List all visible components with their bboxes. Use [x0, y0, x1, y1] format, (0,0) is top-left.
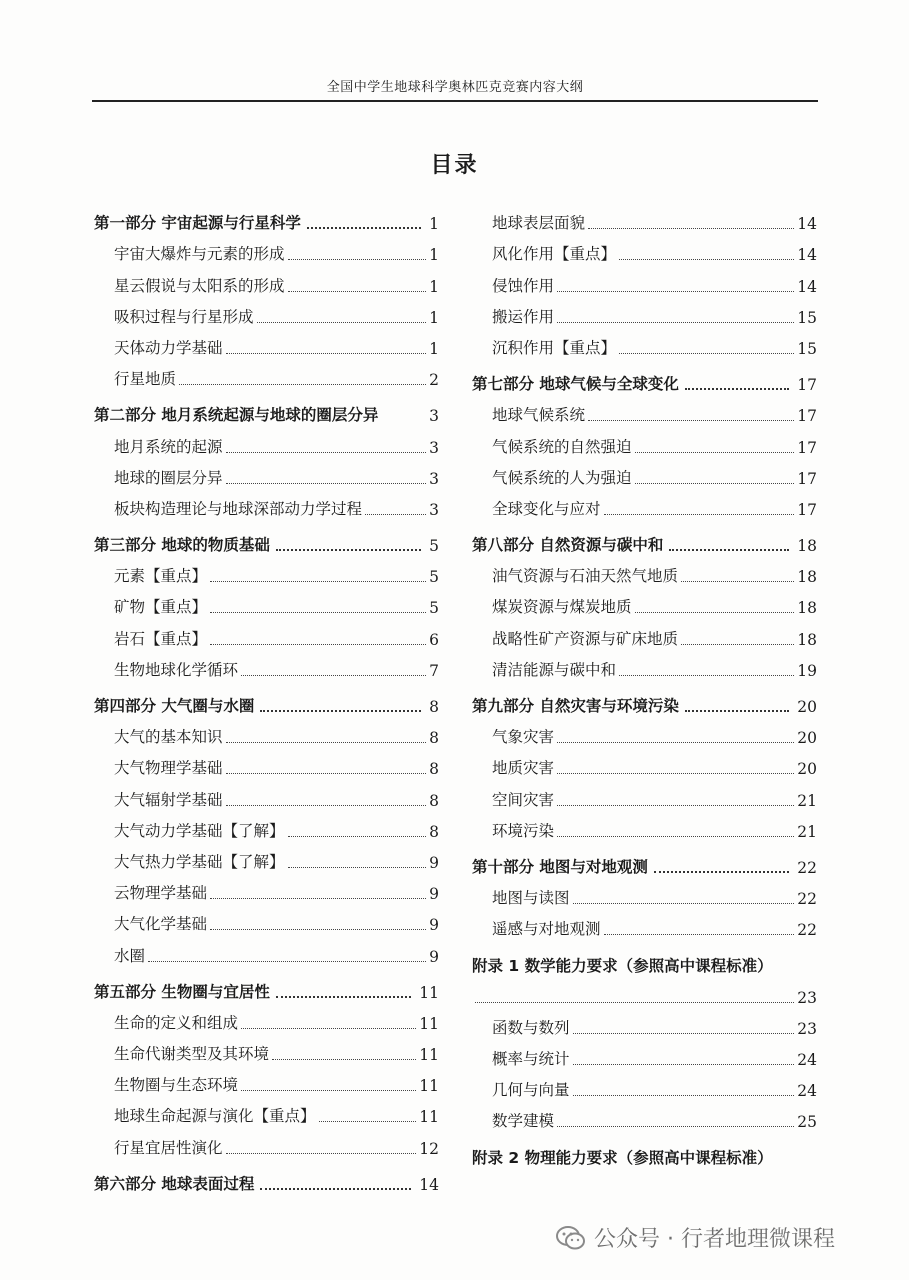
- toc-page-number: 22: [797, 858, 817, 877]
- toc-page-number: 23: [797, 1019, 817, 1038]
- toc-entry-label: 大气的基本知识: [114, 728, 223, 747]
- dot-leader: [241, 1089, 416, 1091]
- toc-entry-label: 大气化学基础: [114, 915, 208, 934]
- toc-page-number: 14: [419, 1175, 439, 1194]
- toc-entry: [94, 778, 439, 809]
- dot-leader: [619, 674, 794, 676]
- toc-page-number: 20: [797, 729, 817, 748]
- toc-entry: [472, 202, 817, 233]
- toc-page-number: 14: [797, 215, 817, 234]
- toc-entry-label: 几何与向量: [492, 1081, 570, 1100]
- toc-entry-label: 第三部分 地球的物质基础: [94, 536, 270, 555]
- dot-leader: [604, 513, 795, 515]
- toc-entry: [94, 1064, 439, 1095]
- toc-entry-label: 第五部分 生物圈与宜居性: [94, 982, 270, 1001]
- toc-entry: [472, 555, 817, 586]
- toc-entry: [472, 617, 817, 648]
- dot-leader: [604, 933, 795, 935]
- toc-entry-label: 云物理学基础: [114, 884, 208, 903]
- watermark-text: 公众号 · 行者地理微课程: [594, 1227, 835, 1252]
- dot-leader: [288, 258, 427, 260]
- toc-entry: [94, 1002, 439, 1033]
- toc-entry-label: 侵蚀作用: [492, 276, 555, 295]
- toc-page-number: 17: [797, 469, 817, 488]
- toc-entry: [472, 778, 817, 809]
- toc-entry-label: 板块构造理论与地球深部动力学过程: [114, 499, 363, 518]
- dot-leader: [557, 321, 794, 323]
- toc-part-entry: [94, 1163, 439, 1194]
- toc-entry-label: 生物地球化学循环: [114, 660, 239, 679]
- toc-page-number: 1: [429, 339, 439, 358]
- dot-leader: [210, 928, 426, 930]
- toc-page-number: 8: [429, 760, 439, 779]
- toc-right-column: [472, 202, 817, 1168]
- dot-leader: [260, 709, 421, 712]
- dot-leader: [288, 866, 427, 868]
- toc-entry-label: 第一部分 宇宙起源与行星科学: [94, 214, 301, 233]
- dot-leader: [557, 741, 794, 743]
- toc-entry-label: 函数与数列: [492, 1018, 570, 1037]
- toc-part-entry: [94, 394, 439, 425]
- toc-page-number: 18: [797, 630, 817, 649]
- toc-entry-label: 行星宜居性演化: [114, 1138, 223, 1157]
- dot-leader: [319, 1120, 417, 1122]
- toc-page-number: 6: [429, 630, 439, 649]
- toc-entry-label: 行星地质: [114, 370, 177, 389]
- toc-entry: [94, 649, 439, 680]
- dot-leader: [588, 227, 794, 229]
- dot-leader: [288, 290, 427, 292]
- toc-entry: [94, 716, 439, 747]
- toc-entry-label: 生物圈与生态环境: [114, 1076, 239, 1095]
- toc-entry-label: 水圈: [114, 946, 146, 965]
- toc-entry-label: 地球的圈层分异: [114, 468, 223, 487]
- toc-entry-label: 地球表层面貌: [492, 214, 586, 233]
- toc-entry-label: 第十部分 地图与对地观测: [472, 857, 648, 876]
- toc-page-number: 15: [797, 339, 817, 358]
- toc-entry: [472, 747, 817, 778]
- dot-leader: [635, 611, 795, 613]
- toc-entry-label: 矿物【重点】: [114, 598, 208, 617]
- dot-leader: [685, 709, 789, 712]
- toc-part-entry: [472, 944, 817, 975]
- dot-leader: [226, 1152, 417, 1154]
- toc-page-number: 21: [797, 822, 817, 841]
- toc-entry: [94, 425, 439, 456]
- toc-entry-label: 元素【重点】: [114, 567, 208, 586]
- toc-entry-label: 大气物理学基础: [114, 759, 223, 778]
- toc-page-number: 3: [429, 500, 439, 519]
- toc-page-number: 17: [797, 500, 817, 519]
- toc-page-number: 18: [797, 599, 817, 618]
- toc-page-number: 25: [797, 1113, 817, 1132]
- toc-entry-label: 数学建模: [492, 1112, 555, 1131]
- toc-page-number: 17: [797, 438, 817, 457]
- toc-entry-label: 生命的定义和组成: [114, 1013, 239, 1032]
- toc-entry: [94, 488, 439, 519]
- toc-entry-label: 附录 2 物理能力要求（参照高中课程标准）: [472, 1148, 773, 1167]
- toc-entry: [94, 903, 439, 934]
- toc-entry-label: 清洁能源与碳中和: [492, 660, 617, 679]
- toc-entry: [472, 1038, 817, 1069]
- toc-entry: [472, 425, 817, 456]
- toc-page-number: 17: [797, 376, 817, 395]
- dot-leader: [276, 995, 411, 998]
- toc-page-number: 11: [419, 1014, 439, 1033]
- toc-entry-label: 地图与读图: [492, 889, 570, 908]
- toc-page-number: 11: [419, 983, 439, 1002]
- toc-entry-label: 油气资源与石油天然气地质: [492, 567, 679, 586]
- toc-part-entry: [472, 846, 817, 877]
- toc-page-number: 8: [429, 791, 439, 810]
- toc-entry: [94, 296, 439, 327]
- dot-leader: [241, 674, 426, 676]
- toc-page-number: 2: [429, 371, 439, 390]
- dot-leader: [557, 1125, 794, 1127]
- toc-page-number: 3: [429, 438, 439, 457]
- toc-page-number: 1: [429, 308, 439, 327]
- toc-entry-label: 第九部分 自然灾害与环境污染: [472, 697, 679, 715]
- toc-entry: [94, 934, 439, 965]
- toc-page-number: 18: [797, 537, 817, 556]
- toc-part-entry: [94, 524, 439, 555]
- toc-page-number: 21: [797, 791, 817, 810]
- toc-page-number: 17: [797, 407, 817, 426]
- toc-entry-label: 岩石【重点】: [114, 629, 208, 648]
- toc-entry: [94, 327, 439, 358]
- toc-entry-label: 地月系统的起源: [114, 437, 223, 456]
- toc-entry: [472, 1069, 817, 1100]
- toc-page-number: 24: [797, 1082, 817, 1101]
- toc-page-number: 9: [429, 916, 439, 935]
- toc-entry-label: 地球气候系统: [492, 406, 586, 425]
- dot-leader: [475, 1001, 794, 1003]
- dot-leader: [226, 451, 427, 453]
- dot-leader: [241, 1027, 416, 1029]
- toc-page-number: 20: [797, 698, 817, 716]
- toc-entry: [94, 1095, 439, 1126]
- toc-page-number: 11: [419, 1077, 439, 1096]
- toc-page-number: 12: [419, 1139, 439, 1158]
- dot-leader: [226, 482, 427, 484]
- toc-entry-label: 全球变化与应对: [492, 499, 601, 518]
- toc-entry: [94, 810, 439, 841]
- toc-entry: [472, 810, 817, 841]
- dot-leader: [619, 352, 794, 354]
- toc-page-number: 14: [797, 277, 817, 296]
- dot-leader: [619, 258, 794, 260]
- toc-page-number: 3: [429, 407, 439, 426]
- toc-entry: [94, 617, 439, 648]
- toc-entry: [472, 649, 817, 680]
- toc-entry: [472, 488, 817, 519]
- toc-entry-label: 天体动力学基础: [114, 338, 223, 357]
- toc-entry: [94, 457, 439, 488]
- toc-entry: [472, 1100, 817, 1131]
- dot-leader: [226, 772, 427, 774]
- toc-entry: [472, 296, 817, 327]
- dot-leader: [557, 804, 794, 806]
- dot-leader: [635, 482, 795, 484]
- dot-leader: [557, 835, 794, 837]
- toc-entry-label: 第二部分 地月系统起源与地球的圈层分异: [94, 406, 379, 425]
- toc-page-number: 19: [797, 661, 817, 680]
- dot-leader: [635, 451, 795, 453]
- toc-page-number: 5: [429, 537, 439, 556]
- toc-page-number: 23: [797, 988, 817, 1007]
- toc-entry: [472, 457, 817, 488]
- toc-entry: [94, 747, 439, 778]
- toc-entry: [472, 976, 817, 1007]
- header-rule: [92, 100, 818, 102]
- toc-part-entry: [472, 363, 817, 394]
- toc-page-number: 1: [429, 246, 439, 265]
- toc-entry: [94, 1033, 439, 1064]
- dot-leader: [669, 548, 789, 551]
- toc-entry-label: 第四部分 大气圈与水圈: [94, 697, 255, 715]
- dot-leader: [288, 835, 427, 837]
- dot-leader: [573, 902, 795, 904]
- toc-page-number: 8: [429, 698, 439, 716]
- toc-entry: [94, 1126, 439, 1157]
- toc-entry-label: 大气动力学基础【了解】: [114, 821, 285, 840]
- toc-page-number: 9: [429, 885, 439, 904]
- toc-entry: [94, 233, 439, 264]
- toc-entry-label: 气候系统的人为强迫: [492, 468, 632, 487]
- dot-leader: [226, 804, 427, 806]
- page-title: 目录: [430, 153, 479, 178]
- wechat-icon: [556, 1225, 586, 1251]
- toc-page-number: 1: [429, 215, 439, 234]
- dot-leader: [226, 352, 427, 354]
- toc-entry: [472, 327, 817, 358]
- toc-entry-label: 生命代谢类型及其环境: [114, 1045, 270, 1064]
- toc-page-number: 20: [797, 760, 817, 779]
- toc-entry: [472, 264, 817, 295]
- dot-leader: [179, 383, 426, 385]
- toc-entry-label: 概率与统计: [492, 1050, 570, 1069]
- toc-entry: [94, 841, 439, 872]
- toc-entry: [472, 716, 817, 747]
- toc-entry: [94, 872, 439, 903]
- toc-entry-label: 星云假说与太阳系的形成: [114, 276, 285, 295]
- toc-entry-label: 第六部分 地球表面过程: [94, 1174, 255, 1193]
- toc-page-number: 22: [797, 890, 817, 909]
- toc-entry: [472, 908, 817, 939]
- toc-page-number: 3: [429, 469, 439, 488]
- toc-entry-label: 风化作用【重点】: [492, 245, 617, 264]
- toc-page-number: 18: [797, 568, 817, 587]
- dot-leader: [210, 580, 426, 582]
- toc-part-entry: [472, 1136, 817, 1167]
- toc-entry: [472, 394, 817, 425]
- dot-leader: [685, 387, 789, 390]
- toc-entry-label: 附录 1 数学能力要求（参照高中课程标准）: [472, 956, 773, 975]
- toc-entry-label: 气象灾害: [492, 728, 555, 747]
- toc-page-number: 11: [419, 1046, 439, 1065]
- dot-leader: [210, 643, 426, 645]
- toc-entry: [472, 586, 817, 617]
- toc-page-number: 9: [429, 947, 439, 966]
- dot-leader: [557, 772, 794, 774]
- dot-leader: [365, 513, 426, 515]
- running-header: 全国中学生地球科学奥林匹克竞赛内容大纲: [326, 80, 584, 95]
- dot-leader: [257, 321, 427, 323]
- dot-leader: [210, 897, 426, 899]
- toc-entry: [472, 233, 817, 264]
- toc-part-entry: [94, 202, 439, 233]
- dot-leader: [573, 1094, 795, 1096]
- toc-page-number: 9: [429, 853, 439, 872]
- toc-entry-label: 大气辐射学基础: [114, 790, 223, 809]
- dot-leader: [557, 290, 794, 292]
- toc-page-number: 14: [797, 246, 817, 265]
- toc-page-number: 8: [429, 822, 439, 841]
- toc-entry-label: 煤炭资源与煤炭地质: [492, 598, 632, 617]
- toc-entry: [94, 586, 439, 617]
- dot-leader: [573, 1063, 795, 1065]
- dot-leader: [681, 643, 794, 645]
- dot-leader: [588, 419, 794, 421]
- toc-entry: [94, 264, 439, 295]
- toc-left-column: [94, 202, 439, 1194]
- dot-leader: [148, 960, 426, 962]
- dot-leader: [307, 226, 421, 229]
- toc-part-entry: [94, 685, 439, 716]
- toc-entry-label: 第七部分 地球气候与全球变化: [472, 375, 679, 394]
- toc-entry: [94, 555, 439, 586]
- toc-entry-label: 沉积作用【重点】: [492, 338, 617, 357]
- toc-page-number: 22: [797, 921, 817, 940]
- toc-page-number: 5: [429, 599, 439, 618]
- toc-page-number: 8: [429, 729, 439, 748]
- toc-part-entry: [94, 971, 439, 1002]
- toc-entry-label: 空间灾害: [492, 790, 555, 809]
- toc-entry: [472, 877, 817, 908]
- watermark: [556, 1222, 835, 1253]
- toc-page-number: 7: [429, 661, 439, 680]
- toc-entry-label: 吸积过程与行星形成: [114, 307, 254, 326]
- toc-entry-label: 搬运作用: [492, 307, 555, 326]
- toc-entry-label: 战略性矿产资源与矿床地质: [492, 629, 679, 648]
- toc-page-number: 24: [797, 1051, 817, 1070]
- dot-leader: [681, 580, 794, 582]
- toc-entry: [94, 358, 439, 389]
- dot-leader: [272, 1058, 416, 1060]
- toc-entry-label: 地质灾害: [492, 759, 555, 778]
- toc-entry-label: 宇宙大爆炸与元素的形成: [114, 245, 285, 264]
- toc-part-entry: [472, 685, 817, 716]
- toc-page-number: 15: [797, 308, 817, 327]
- toc-entry-label: 第八部分 自然资源与碳中和: [472, 536, 664, 555]
- toc-page-number: 1: [429, 277, 439, 296]
- toc-entry-label: 气候系统的自然强迫: [492, 437, 632, 456]
- toc-part-entry: [472, 524, 817, 555]
- dot-leader: [260, 1187, 411, 1190]
- dot-leader: [210, 611, 426, 613]
- toc-entry-label: 遥感与对地观测: [492, 920, 601, 939]
- toc-page-number: 5: [429, 568, 439, 587]
- dot-leader: [276, 548, 421, 551]
- dot-leader: [226, 741, 427, 743]
- dot-leader: [573, 1032, 795, 1034]
- toc-entry: [472, 1007, 817, 1038]
- toc-entry-label: 大气热力学基础【了解】: [114, 852, 285, 871]
- toc-page-number: 11: [419, 1108, 439, 1127]
- toc-entry-label: 环境污染: [492, 821, 555, 840]
- toc-entry-label: 地球生命起源与演化【重点】: [114, 1107, 316, 1126]
- dot-leader: [654, 870, 789, 873]
